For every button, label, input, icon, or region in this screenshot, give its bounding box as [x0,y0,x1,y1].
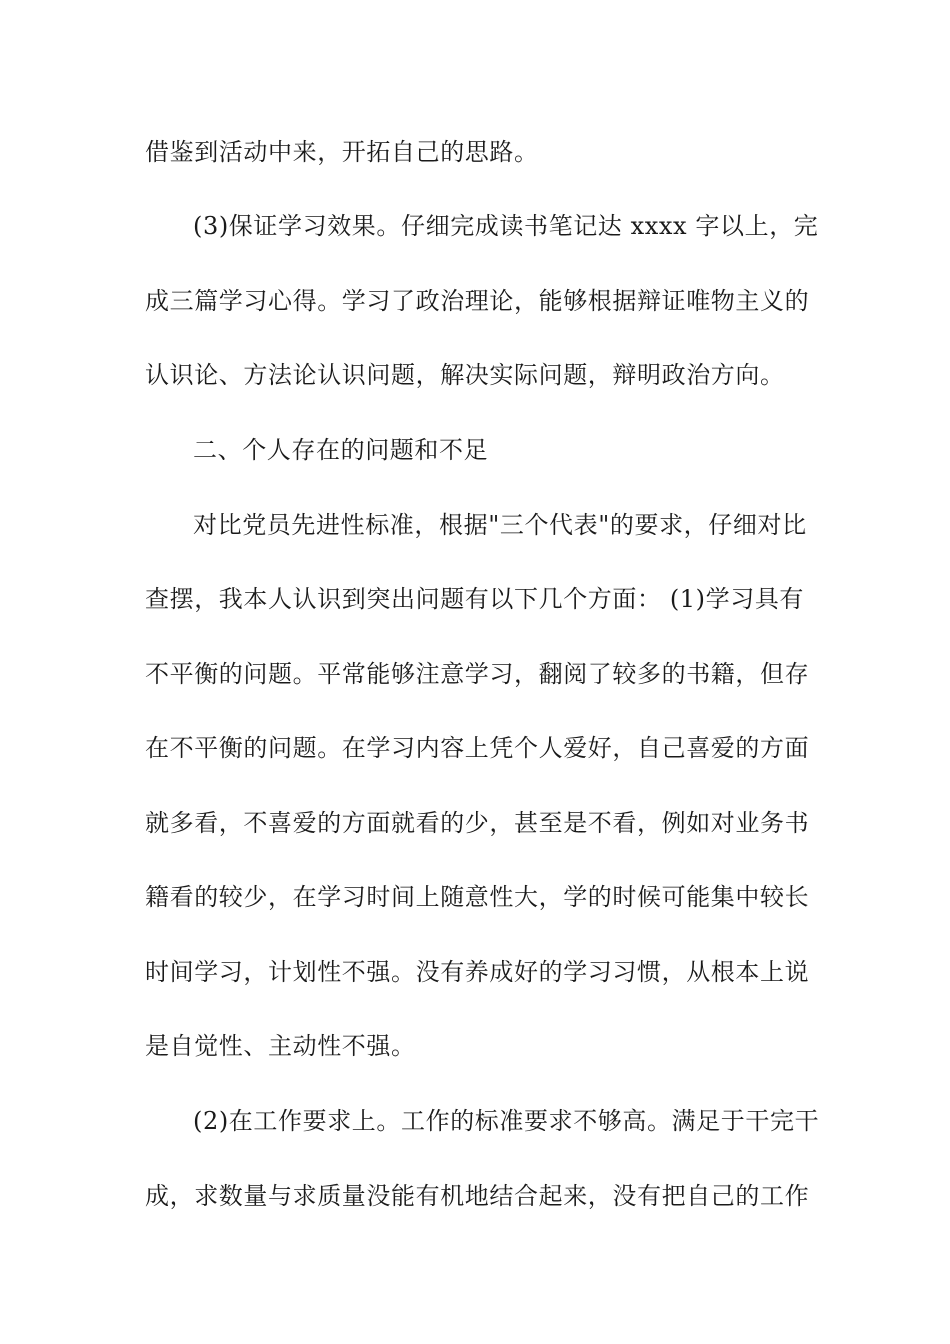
text-line: 认识论、方法论认识问题，解决实际问题，辩明政治方向。 [145,361,785,389]
text-line: 成，求数量与求质量没能有机地结合起来，没有把自己的工作 [145,1182,810,1210]
text-line: (3)保证学习效果。仔细完成读书笔记达 xxxx 字以上，完 [193,212,819,240]
text-line: 查摆，我本人认识到突出问题有以下几个方面： (1)学习具有 [145,585,805,613]
text-line: 借鉴到活动中来，开拓自己的思路。 [145,138,539,166]
text-line: 是自觉性、主动性不强。 [145,1032,416,1060]
text-line: 对比党员先进性标准，根据"三个代表"的要求，仔细对比 [193,511,807,539]
section-heading: 二、个人存在的问题和不足 [193,436,489,464]
text-line: (2)在工作要求上。工作的标准要求不够高。满足于干完干 [193,1107,820,1135]
text-line: 在不平衡的问题。在学习内容上凭个人爱好，自己喜爱的方面 [145,734,810,762]
text-line: 就多看，不喜爱的方面就看的少，甚至是不看，例如对业务书 [145,809,810,837]
text-line: 时间学习，计划性不强。没有养成好的学习习惯，从根本上说 [145,958,810,986]
text-line: 籍看的较少，在学习时间上随意性大，学的时候可能集中较长 [145,883,810,911]
text-line: 不平衡的问题。平常能够注意学习，翻阅了较多的书籍，但存 [145,660,810,688]
text-line: 成三篇学习心得。学习了政治理论，能够根据辩证唯物主义的 [145,287,810,315]
